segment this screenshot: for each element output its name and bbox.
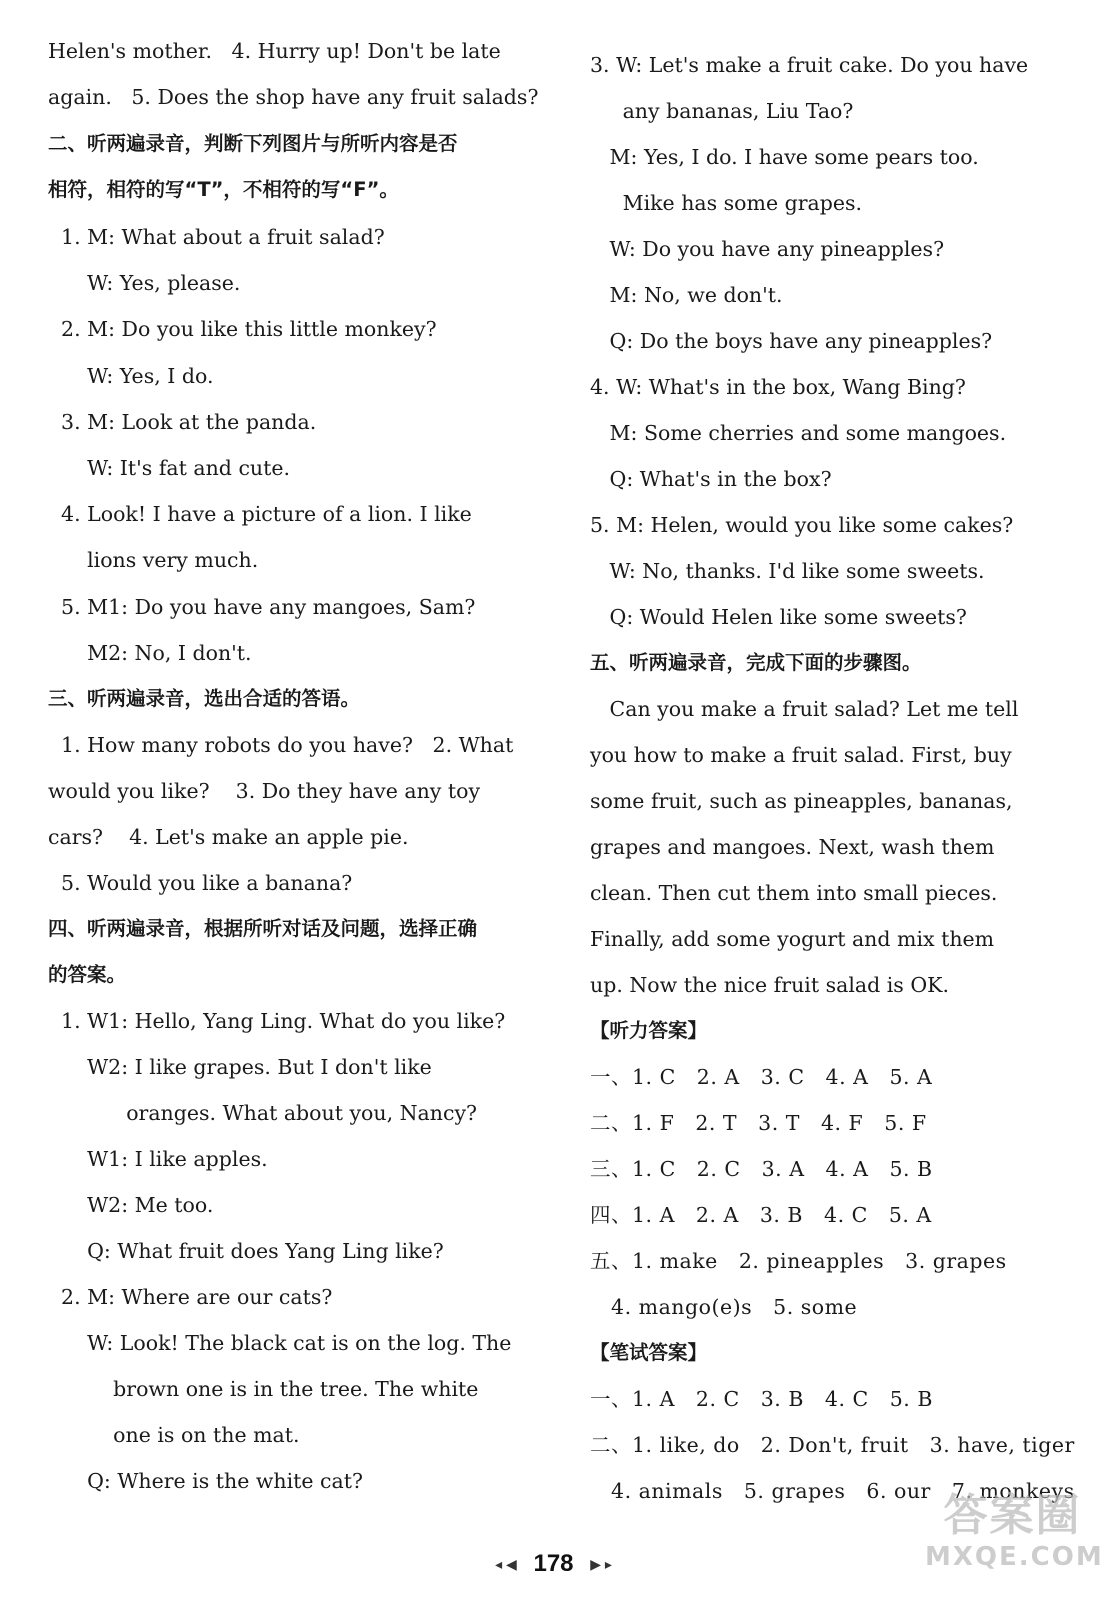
section-heading: 三、听两遍录音，选出合适的答语。 — [48, 687, 361, 710]
text-line: M2: No, I don't. — [48, 641, 252, 665]
section-heading: 二、听两遍录音，判断下列图片与所听内容是否 — [48, 132, 458, 155]
answer-line: 二、1. F 2. T 3. T 4. F 5. F — [590, 1111, 927, 1135]
answer-line: 三、1. C 2. C 3. A 4. A 5. B — [590, 1157, 933, 1181]
text-line: W: Do you have any pineapples? — [590, 237, 945, 261]
text-line: one is on the mat. — [48, 1423, 300, 1447]
text-line: 3. M: Look at the panda. — [48, 410, 317, 434]
text-line: brown one is in the tree. The white — [48, 1377, 479, 1401]
text-line: 4. W: What's in the box, Wang Bing? — [590, 375, 966, 399]
answer-line: 4. animals 5. grapes 6. our 7. monkeys — [590, 1479, 1075, 1503]
text-line: W1: I like apples. — [48, 1147, 268, 1171]
text-line: 1. M: What about a fruit salad? — [48, 225, 385, 249]
watermark-logo — [925, 1490, 1104, 1592]
section-heading: 的答案。 — [48, 963, 127, 986]
text-line: M: Some cherries and some mangoes. — [590, 421, 1007, 445]
text-line: Mike has some grapes. — [590, 191, 863, 215]
text-line: W: Yes, please. — [48, 271, 241, 295]
answer-heading: 【笔试答案】 — [590, 1341, 708, 1364]
text-line: W: It's fat and cute. — [48, 456, 291, 480]
watermark-text: 答案圈 — [943, 1490, 1082, 1541]
text-line: 5. Would you like a banana? — [48, 871, 353, 895]
section-heading: 四、听两遍录音，根据所听对话及问题，选择正确 — [48, 917, 478, 940]
text-line: M: Yes, I do. I have some pears too. — [590, 145, 979, 169]
answer-line: 一、1. C 2. A 3. C 4. A 5. A — [590, 1065, 933, 1089]
text-line: Helen's mother. 4. Hurry up! Don't be late — [48, 39, 501, 63]
text-line: again. 5. Does the shop have any fruit salads? — [48, 85, 539, 109]
text-line: you how to make a fruit salad. First, buy — [590, 743, 1012, 767]
text-line: clean. Then cut them into small pieces. — [590, 881, 998, 905]
text-line: Q: Would Helen like some sweets? — [590, 605, 967, 629]
text-line: W: Look! The black cat is on the log. The — [48, 1331, 512, 1355]
text-line: 3. W: Let's make a fruit cake. Do you have — [590, 53, 1029, 77]
text-line: up. Now the nice fruit salad is OK. — [590, 973, 949, 997]
text-line: W: Yes, I do. — [48, 364, 214, 388]
text-line: grapes and mangoes. Next, wash them — [590, 835, 995, 859]
text-line: some fruit, such as pineapples, bananas, — [590, 789, 1013, 813]
text-line: any bananas, Liu Tao? — [590, 99, 854, 123]
text-line: 1. How many robots do you have? 2. What — [48, 733, 514, 757]
text-line: 5. M1: Do you have any mangoes, Sam? — [48, 595, 476, 619]
text-line: Q: What fruit does Yang Ling like? — [48, 1239, 444, 1263]
text-line: Can you make a fruit salad? Let me tell — [590, 697, 1019, 721]
next-arrows-icon: ▶ ▸ — [590, 1556, 612, 1573]
section-heading: 相符，相符的写“T”，不相符的写“F”。 — [48, 178, 399, 201]
text-line: 1. W1: Hello, Yang Ling. What do you like? — [48, 1009, 506, 1033]
prev-arrows-icon: ◂ ◀ — [495, 1556, 517, 1573]
text-line: oranges. What about you, Nancy? — [48, 1101, 478, 1125]
text-line: W2: I like grapes. But I don't like — [48, 1055, 432, 1079]
text-line: M: No, we don't. — [590, 283, 783, 307]
text-line: Q: What's in the box? — [590, 467, 832, 491]
text-line: Finally, add some yogurt and mix them — [590, 927, 995, 951]
answer-line: 二、1. like, do 2. Don't, fruit 3. have, tiger — [590, 1433, 1075, 1457]
text-line: lions very much. — [48, 548, 259, 572]
text-line: Q: Where is the white cat? — [48, 1469, 363, 1493]
text-line: Q: Do the boys have any pineapples? — [590, 329, 993, 353]
text-line: would you like? 3. Do they have any toy — [48, 779, 481, 803]
answer-line: 4. mango(e)s 5. some — [590, 1295, 858, 1319]
watermark-url: MXQE.COM — [925, 1542, 1104, 1572]
text-line: 4. Look! I have a picture of a lion. I like — [48, 502, 472, 526]
text-line: W2: Me too. — [48, 1193, 214, 1217]
answer-line: 一、1. A 2. C 3. B 4. C 5. B — [590, 1387, 933, 1411]
answer-line: 四、1. A 2. A 3. B 4. C 5. A — [590, 1203, 932, 1227]
text-line: cars? 4. Let's make an apple pie. — [48, 825, 409, 849]
section-heading: 五、听两遍录音，完成下面的步骤图。 — [590, 651, 922, 674]
answer-heading: 【听力答案】 — [590, 1019, 708, 1042]
text-line: 5. M: Helen, would you like some cakes? — [590, 513, 1014, 537]
text-line: 2. M: Do you like this little monkey? — [48, 317, 437, 341]
page-number: 178 — [533, 1550, 574, 1577]
text-line: 2. M: Where are our cats? — [48, 1285, 333, 1309]
answer-line: 五、1. make 2. pineapples 3. grapes — [590, 1249, 1007, 1273]
text-line: W: No, thanks. I'd like some sweets. — [590, 559, 985, 583]
